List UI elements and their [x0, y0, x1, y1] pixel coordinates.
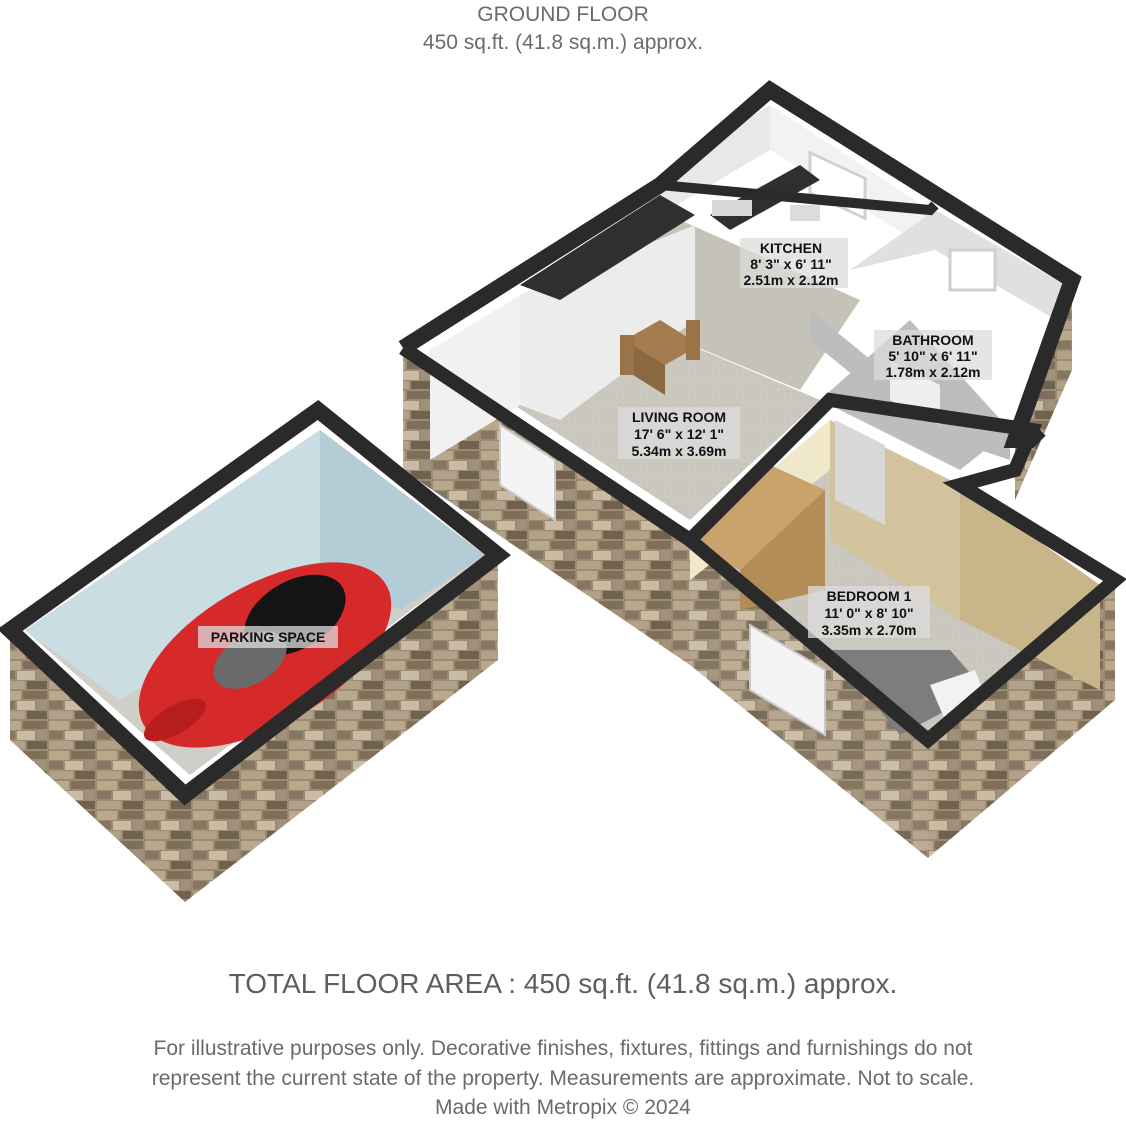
sink: [790, 205, 820, 221]
bathroom-label: [874, 330, 992, 380]
parking-name: PARKING SPACE: [210, 629, 326, 645]
bedroom-1-name: BEDROOM 1: [826, 588, 912, 604]
made-with-credit: Made with Metropix © 2024: [435, 1096, 691, 1119]
house-model: [403, 90, 1115, 858]
dining-chair: [686, 320, 700, 360]
disclaimer-line-2: represent the current state of the property. Measurements are approximate. Not to scale.: [151, 1067, 975, 1090]
living-room-dim-metric: 5.34m x 3.69m: [631, 443, 727, 459]
living-room-name: LIVING ROOM: [631, 409, 727, 425]
bathroom-window: [950, 250, 995, 290]
bathroom-name: BATHROOM: [892, 332, 974, 348]
bedroom-1-dim-metric: 3.35m x 2.70m: [821, 622, 917, 638]
bedroom-1-label: [808, 586, 930, 638]
dining-chair: [620, 335, 634, 375]
living-room-dim-imperial: 17' 6" x 12' 1": [634, 426, 724, 442]
kitchen-dim-imperial: 8' 3" x 6' 11": [750, 256, 832, 272]
floor-title: GROUND FLOOR: [477, 3, 649, 26]
bathroom-dim-metric: 1.78m x 2.12m: [885, 364, 981, 380]
floor-area: 450 sq.ft. (41.8 sq.m.) approx.: [422, 31, 704, 54]
kitchen-dim-metric: 2.51m x 2.12m: [743, 272, 839, 288]
hob: [712, 200, 752, 216]
total-floor-area: TOTAL FLOOR AREA : 450 sq.ft. (41.8 sq.m.) approx.: [228, 968, 898, 999]
parking-label: [198, 626, 338, 648]
bedroom-1-dim-imperial: 11' 0" x 8' 10": [824, 605, 914, 621]
kitchen-name: KITCHEN: [759, 240, 823, 256]
living-room-label: [618, 407, 740, 459]
disclaimer-line-1: For illustrative purposes only. Decorative finishes, fixtures, fittings and furnishings do not: [153, 1037, 973, 1060]
bathroom-dim-imperial: 5' 10" x 6' 11": [888, 348, 978, 364]
kitchen-label: [740, 238, 848, 288]
